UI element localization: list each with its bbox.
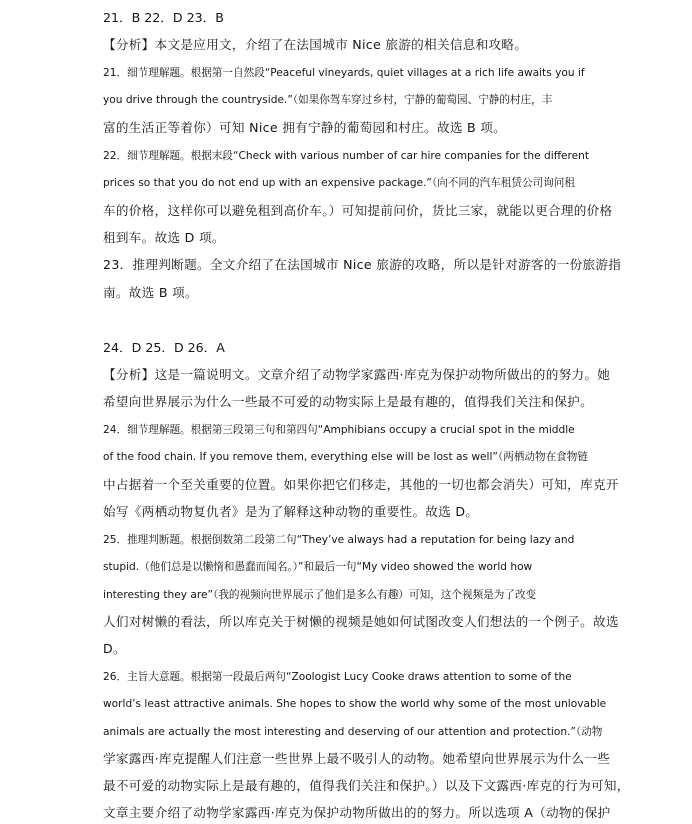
analysis-21-23: 【分析】本文是应用文，介绍了在法国城市 Nice 旅游的相关信息和攻略。 xyxy=(103,37,528,52)
q22-line-3: 车的价格，这样你可以避免租到高价车。）可知提前问价，货比三家，就能以更合理的价格 xyxy=(103,203,613,218)
answer-key-21-23: 21．B 22．D 23．B xyxy=(103,10,224,25)
q25-line-2: stupid.（他们总是以懒惰和愚蠢而闻名。）”和最后一句“My video showed the world how xyxy=(103,561,533,573)
q25-line-5: D。 xyxy=(103,641,126,656)
q21-line-3: 富的生活正等着你）可知 Nice 拥有宁静的葡萄园和村庄。故选 B 项。 xyxy=(103,120,507,135)
q26-line-4: 学家露西·库克提醒人们注意一些世界上最不吸引人的动物。她希望向世界展示为什么一些 xyxy=(103,751,611,766)
q22-line-2: prices so that you do not end up with an expensive package.”（向不同的汽车租赁公司询问租 xyxy=(103,177,575,189)
q26-line-6: 文章主要介绍了动物学家露西·库克为保护动物所做出的的努力。所以选项 A（动物的保护 xyxy=(103,805,611,820)
q25-line-1: 25．推理判断题。根据倒数第二段第二句“They’ve always had a reputation for being lazy and xyxy=(103,534,575,546)
q23-line-1: 23．推理判断题。全文介绍了在法国城市 Nice 旅游的攻略，所以是针对游客的一份旅游指 xyxy=(103,257,622,272)
q24-line-1: 24．细节理解题。根据第三段第三句和第四句“Amphibians occupy a crucial spot in the middle xyxy=(103,424,575,436)
q21-line-1: 21．细节理解题。根据第一自然段“Peaceful vineyards, quiet villages at a rich life awaits you if xyxy=(103,67,585,79)
q26-line-1: 26．主旨大意题。根据第一段最后两句“Zoologist Lucy Cooke draws attention to some of the xyxy=(103,671,572,683)
q23-line-2: 南。故选 B 项。 xyxy=(103,285,198,300)
analysis-24-26-line-2: 希望向世界展示为什么一些最不可爱的动物实际上是最有趣的，值得我们关注和保护。 xyxy=(103,394,593,409)
q21-line-2: you drive through the countryside.”（如果你驾车穿过乡村，宁静的葡萄园、宁静的村庄，丰 xyxy=(103,94,553,106)
q24-line-4: 始写《两栖动物复仇者》是为了解释这种动物的重要性。故选 D。 xyxy=(103,504,479,519)
q26-line-3: animals are actually the most interesting and deserving of our attention and protection.”（动物 xyxy=(103,726,603,738)
q25-line-4: 人们对树懒的看法，所以库克关于树懒的视频是她如何试图改变人们想法的一个例子。故选 xyxy=(103,614,619,629)
q26-line-2: world’s least attractive animals. She hopes to show the world why some of the most unlovable xyxy=(103,698,607,710)
analysis-24-26-line-1: 【分析】这是一篇说明文。文章介绍了动物学家露西·库克为保护动物所做出的的努力。她 xyxy=(103,367,611,382)
q24-line-3: 中占据着一个至关重要的位置。如果你把它们移走，其他的一切也都会消失）可知，库克开 xyxy=(103,477,619,492)
q22-line-1: 22．细节理解题。根据末段“Check with various number of car hire companies for the different xyxy=(103,150,590,162)
q24-line-2: of the food chain. If you remove them, everything else will be lost as well”（两栖动物在食物链 xyxy=(103,451,588,463)
q26-line-5: 最不可爱的动物实际上是最有趣的，值得我们关注和保护。）以及下文露西·库克的行为可知， xyxy=(103,778,630,793)
answer-key-24-26: 24．D 25．D 26．A xyxy=(103,340,225,355)
q25-line-3: interesting they are”（我的视频向世界展示了他们是多么有趣）可知，这个视频是为了改变 xyxy=(103,589,537,601)
q22-line-4: 租到车。故选 D 项。 xyxy=(103,230,225,245)
